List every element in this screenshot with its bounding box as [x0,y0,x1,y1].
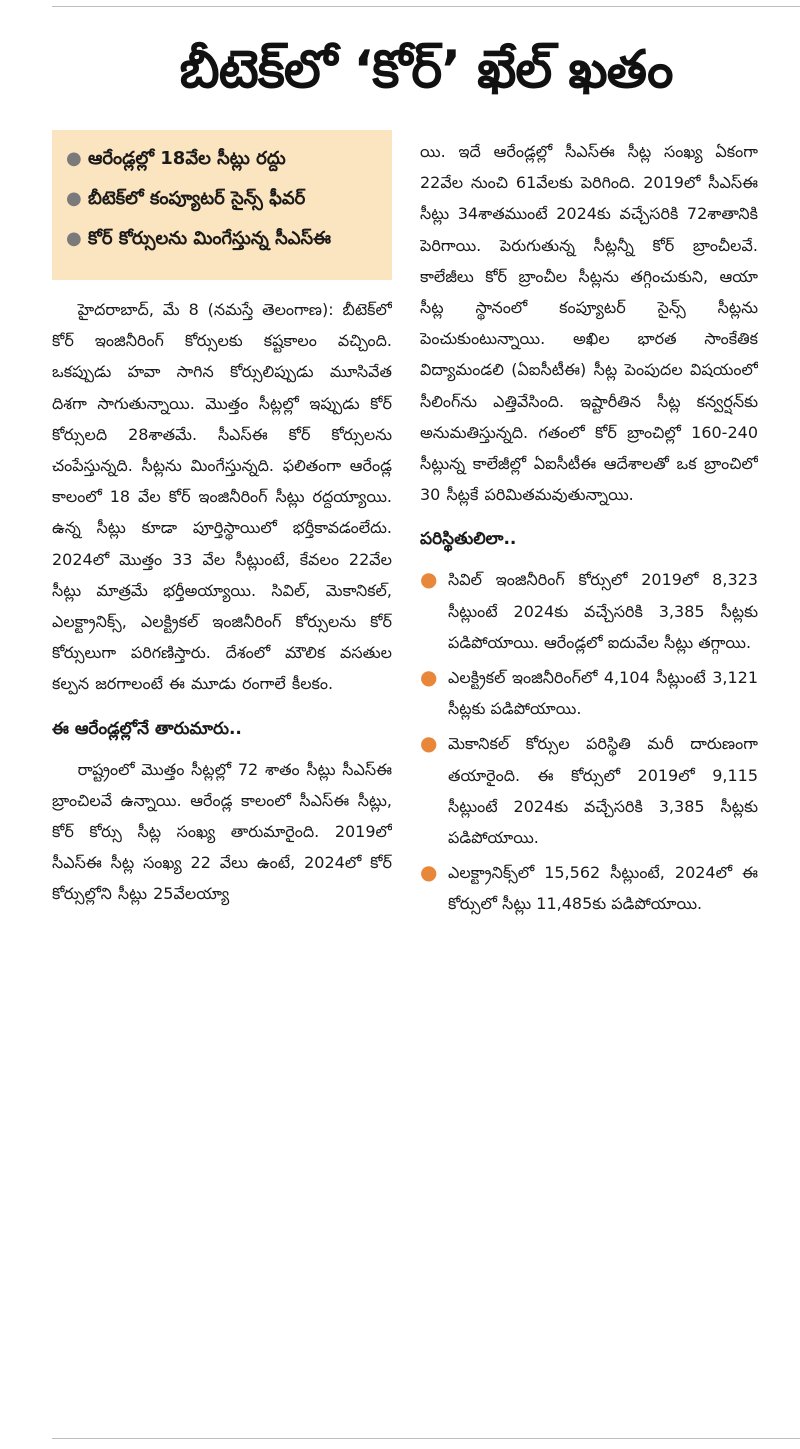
highlight-item [66,182,382,216]
stat-text: ఎలక్ట్రానిక్స్‌లో 15,562 సీట్లుంటే, 2024లో ఈ కోర్సులో సీట్లు 11,485కు పడిపోయాయి. [448,863,758,914]
bullet-icon: ● [66,148,82,169]
right-column [420,136,758,1431]
bullet-icon: ● [420,567,438,592]
bullet-icon: ● [420,860,438,885]
bullet-icon: ● [420,731,438,756]
highlight-text: కోర్ కోర్సులను మింగేస్తున్న సీఎస్‌ఈ [88,228,332,249]
paragraph-cse-right: యి. ఇదే ఆరేండ్లల్లో సీఎస్‌ఈ సీట్ల సంఖ్య ఏకంగా 22వేల నుంచి 61వేలకు పెరిగింది. 2019లో సీఎస్‌ఈ సీట్లు 34శాతముంటే 2024కు వచ్చేసరికి 72శాతానికి పెరిగాయి. పెరుగుతున్న సీట్లన్నీ కోర్ బ్రాంచీలవే. కాలేజీలు కోర్ బ్రాంచీల సీట్లను తగ్గించుకుని, ఆయా సీట్ల స్థానంలో కంప్యూటర్ సైన్స్ సీట్లను పెంచుకుంటున్నాయి. అఖిల భారత సాంకేతిక విద్యామండలి (ఏఐసీటీఈ) సీట్ల పెంపుదల విషయంలో సీలింగ్‌ను ఎత్తివేసింది. ఇష్టారీతిన సీట్ల కన్వర్షన్‌కు అనుమతిస్తున్నది. గతంలో కోర్ బ్రాంచిల్లో 160-240 సీట్లున్న కాలేజీల్లో ఏఐసీటీఈ ఆదేశాలతో ఒక బ్రాంచిలో 30 సీట్లకే పరిమితమవుతున్నాయి. [420,142,758,505]
left-column [52,130,392,1430]
stat-bullet [420,728,758,853]
highlight-text: బీటెక్‌లో కంప్యూటర్ సైన్స్ ఫీవర్ [88,188,306,209]
subheading-situation: పరిస్థితులిలా.. [420,529,517,550]
bullet-icon: ● [66,188,82,209]
bullet-icon: ● [66,228,82,249]
intro-paragraph: హైదరాబాద్, మే 8 (నమస్తే తెలంగాణ): బీటెక్‌లో కోర్ ఇంజినీరింగ్ కోర్సులకు కష్టకాలం వచ్చింది. ఒకప్పుడు హవా సాగిన కోర్సులిప్పుడు మూసివేత దిశగా సాగుతున్నాయి. మొత్తం సీట్లల్లో ఇప్పుడు కోర్ కోర్సులది 28శాతమే. సీఎస్‌ఈ కోర్ కోర్సులను చంపేస్తున్నది. సీట్లను మింగేస్తున్నది. ఫలితంగా ఆరేండ్ల కాలంలో 18 వేల కోర్ ఇంజినీరింగ్ సీట్లు రద్దయ్యాయి. ఉన్న సీట్లు కూడా పూర్తిస్థాయిలో భర్తీకావడంలేదు. 2024లో మొత్తం 33 వేల సీట్లుంటే, కేవలం 22వేల సీట్లు మాత్రమే భర్తీఅయ్యాయి. సివిల్, మెకానికల్, ఎలక్ట్రానిక్స్, ఎలక్ట్రికల్ ఇంజినీరింగ్ కోర్సులను కోర్ కోర్సులుగా పరిగణిస్తారు. దేశంలో మౌలిక వసతుల కల్పన జరగాలంటే ఈ మూడు రంగాలే కీలకం. [52,300,392,694]
stat-text: సివిల్ ఇంజినీరింగ్ కోర్సులో 2019లో 8,323 సీట్లుంటే 2024కు వచ్చేసరికి 3,385 సీట్లకు పడిపోయాయి. ఆరేండ్లలో ఐదువేల సీట్లు తగ్గాయి. [448,570,758,652]
stat-text: మెకానికల్ కోర్సుల పరిస్థితి మరీ దారుణంగా తయారైంది. ఈ కోర్సులో 2019లో 9,115 సీట్లుంటే 2024కు వచ్చేసరికి 3,385 సీట్లకు పడిపోయాయి. [448,734,758,848]
highlight-text: ఆరేండ్లల్లో 18వేల సీట్లు రద్దు [88,148,286,169]
bullet-icon: ● [420,665,438,690]
top-rule [52,6,800,7]
stat-bullet [420,857,758,919]
stat-bullet [420,564,758,658]
stat-bullet [420,662,758,724]
highlights-box [52,130,392,280]
highlight-item [66,222,382,256]
subheading-transition: ఈ ఆరేండ్లల్లోనే తారుమారు.. [52,718,242,739]
stat-text: ఎలక్ట్రికల్ ఇంజినీరింగ్‌లో 4,104 సీట్లుంటే 3,121 సీట్లకు పడిపోయాయి. [448,668,758,719]
headline: బీటెక్‌లో ‘కోర్’ ఖేల్ ఖతం [179,40,673,100]
paragraph-cse-left: రాష్ట్రంలో మొత్తం సీట్లల్లో 72 శాతం సీట్లు సీఎస్‌ఈ బ్రాంచిలవే ఉన్నాయి. ఆరేండ్ల కాలంలో సీఎస్‌ఈ సీట్లు, కోర్ కోర్సు సీట్ల సంఖ్య తారుమారైంది. 2019లో సీఎస్‌ఈ సీట్ల సంఖ్య 22 వేలు ఉంటే, 2024లో కోర్ కోర్సుల్లోని సీట్లు 25వేలయ్యా [52,759,392,904]
highlight-item [66,142,382,176]
bottom-rule [52,1438,800,1439]
